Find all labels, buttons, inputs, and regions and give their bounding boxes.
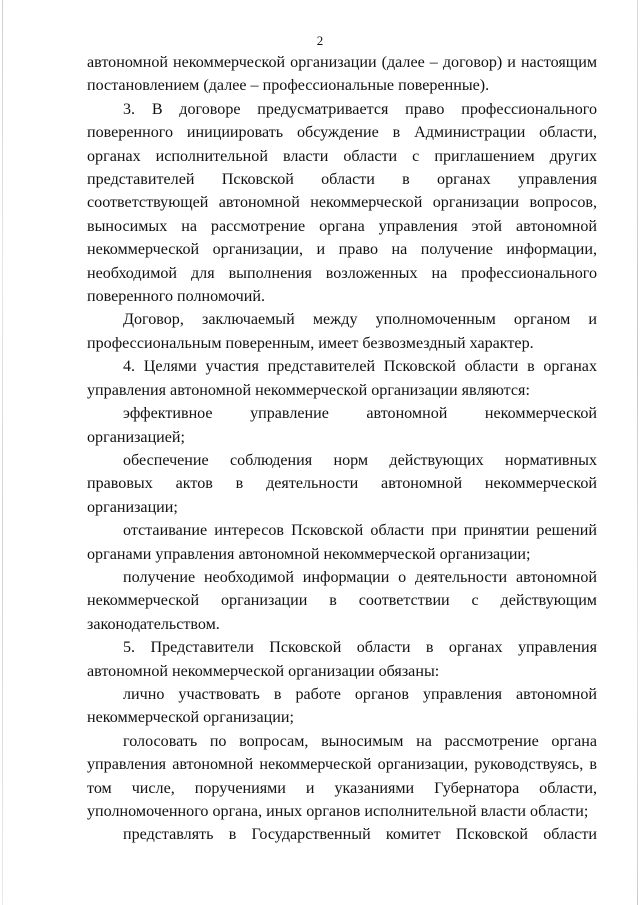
paragraph-clause-4: 4. Целями участия представителей Псковской области в органах управления автономной некоммерческой организации являются:	[87, 358, 597, 399]
paragraph-continuation: автономной некоммерческой организации (далее – договор) и настоящим постановлением (далее – профессиональные поверенные).	[87, 54, 597, 95]
page-number: 2	[316, 33, 324, 48]
list-item-goal-information: получение необходимой информации о деятельности автономной некоммерческой организации в соответствии с действующим законодательством.	[87, 568, 597, 633]
list-item-goal-interests: отстаивание интересов Псковской области при принятии решений органами управления автономной некоммерческой организации;	[87, 522, 597, 563]
list-item-goal-compliance: обеспечение соблюдения норм действующих нормативных правовых актов в деятельности автономной некоммерческой организации;	[87, 451, 597, 516]
scan-edge-left	[2, 0, 3, 905]
list-item-duty-report: представлять в Государственный комитет Псковской области	[123, 826, 597, 844]
scan-edge-right	[637, 0, 638, 905]
paragraph-clause-5: 5. Представители Псковской области в органах управления автономной некоммерческой организации обязаны:	[87, 639, 597, 680]
paragraph-contract-free: Договор, заключаемый между уполномоченным органом и профессиональным поверенным, имеет безвозмездный характер.	[87, 311, 597, 352]
document-body	[87, 51, 597, 847]
list-item-goal-management: эффективное управление автономной некоммерческой организацией;	[87, 405, 597, 446]
list-item-duty-participate: лично участвовать в работе органов управления автономной некоммерческой организации;	[87, 685, 597, 727]
paragraph-clause-3: 3. В договоре предусматривается право профессионального поверенного инициировать обсуждение в Администрации области, органах исполнительной власти области с приглашением других представителей Псковской области в органах управления соответствующей автономной некоммерческой организации вопросов, выносимых на рассмотрение органа управления этой автономной некоммерческой организации, и право на получение информации, необходимой для выполнения возложенных на профессионального поверенного полномочий.	[87, 100, 597, 306]
list-item-duty-vote: голосовать по вопросам, выносимым на рассмотрение органа управления автономной некоммерческой организации, руководствуясь, в том числе, поручениями и указаниями Губернатора области, уполномоченного органа, иных органов исполнительной власти области;	[87, 732, 597, 820]
